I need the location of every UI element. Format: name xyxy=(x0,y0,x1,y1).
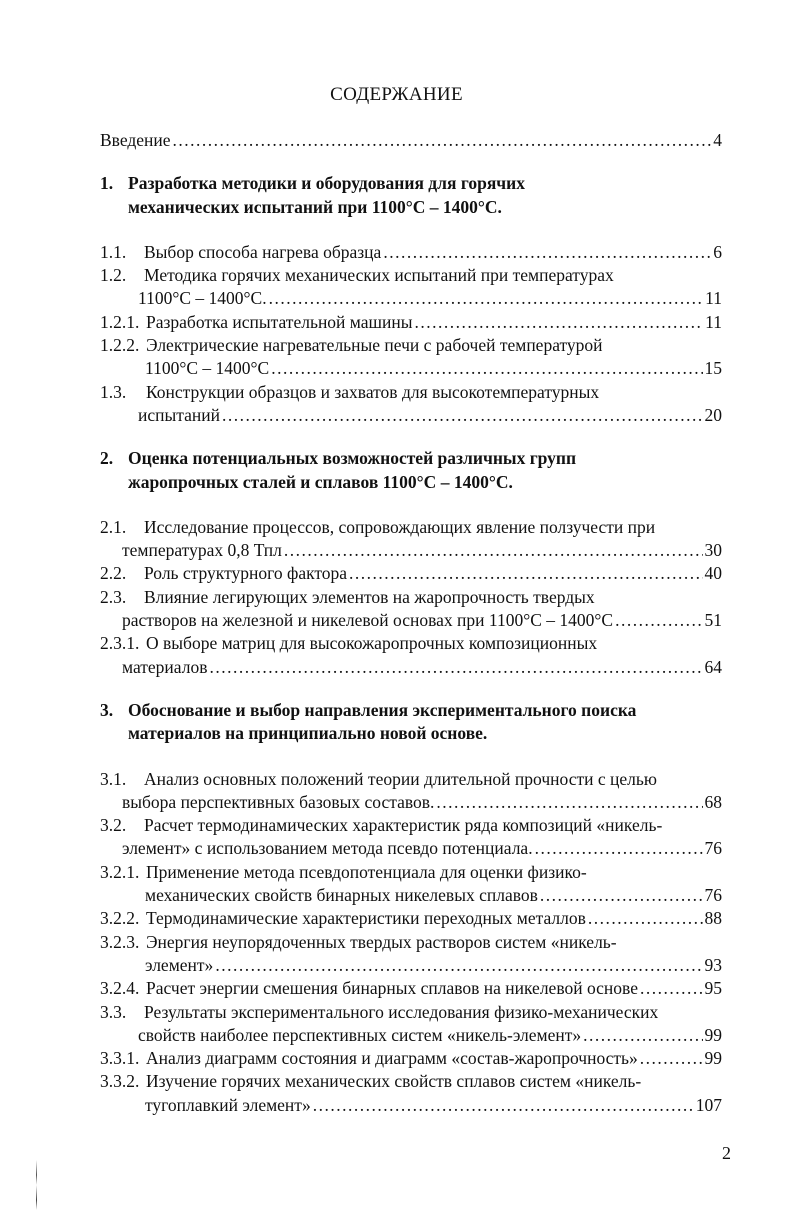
entry-page[interactable]: 99 xyxy=(704,1024,722,1045)
entry-number: 3.2.4. xyxy=(100,978,140,999)
heading-text: жаропрочных сталей и сплавов 1100°С – 1400°С. xyxy=(128,471,513,492)
toc-entry[interactable] xyxy=(100,129,722,152)
toc-entry[interactable] xyxy=(100,516,722,563)
entry-title: Влияние легирующих элементов на жаропрочность твердых xyxy=(144,586,595,607)
section-heading[interactable] xyxy=(100,699,722,746)
entry-page[interactable]: 88 xyxy=(704,908,722,929)
heading-line xyxy=(100,196,722,219)
entry-number: 3.2.2. xyxy=(100,908,140,929)
heading-line xyxy=(100,172,722,195)
entry-page[interactable]: 93 xyxy=(704,954,722,975)
entry-line xyxy=(100,241,722,264)
toc-entry[interactable] xyxy=(100,562,722,585)
entry-page[interactable]: 4 xyxy=(713,130,722,150)
entry-line xyxy=(100,1047,722,1070)
entry-line xyxy=(100,837,722,860)
entry-line xyxy=(100,768,722,791)
entry-title: испытаний xyxy=(138,404,220,425)
entry-line xyxy=(100,977,722,1000)
dot-leader xyxy=(436,791,702,814)
section-heading[interactable] xyxy=(100,447,722,494)
dot-leader xyxy=(640,977,703,1000)
dot-leader xyxy=(540,884,703,907)
dot-leader xyxy=(349,562,702,585)
entry-line xyxy=(100,334,722,357)
entry-line xyxy=(100,311,722,334)
section-heading[interactable] xyxy=(100,172,722,219)
page-title: СОДЕРЖАНИЕ xyxy=(330,84,463,105)
entry-title: Изучение горячих механических свойств сплавов систем «никель- xyxy=(146,1071,642,1092)
entry-line xyxy=(100,1024,722,1047)
heading-text: механических испытаний при 1100°С – 1400°С. xyxy=(128,196,502,217)
entry-number: 2.2. xyxy=(100,563,127,584)
entry-title: Конструкции образцов и захватов для высокотемпературных xyxy=(146,381,600,402)
heading-line xyxy=(100,699,722,722)
entry-page[interactable]: 20 xyxy=(704,404,722,425)
toc-entry[interactable] xyxy=(100,931,722,978)
entry-line xyxy=(100,381,722,404)
toc-entry[interactable] xyxy=(100,381,722,428)
entry-page[interactable]: 99 xyxy=(704,1048,722,1069)
entry-title: 1100°С – 1400°С xyxy=(145,358,270,379)
heading-text: Оценка потенциальных возможностей различных групп xyxy=(128,448,577,469)
entry-title: Результаты экспериментального исследования физико-механических xyxy=(144,1001,659,1022)
entry-title: Расчет энергии смешения бинарных сплавов на никелевой основе xyxy=(146,978,638,999)
entry-number: 3.2.3. xyxy=(100,931,140,952)
entry-title: температурах 0,8 Тпл xyxy=(122,540,282,561)
entry-line xyxy=(100,264,722,287)
dot-leader xyxy=(383,241,711,264)
heading-text: Обоснование и выбор направления экспериментального поиска xyxy=(128,699,637,720)
entry-number: 2.3.1. xyxy=(100,633,140,654)
toc-entry[interactable] xyxy=(100,586,722,633)
page-number: 2 xyxy=(722,1143,731,1163)
dot-leader xyxy=(269,287,704,310)
dot-leader xyxy=(284,539,703,562)
entry-number: 2.3. xyxy=(100,586,127,607)
toc-entry[interactable] xyxy=(100,334,722,381)
entry-page[interactable]: 95 xyxy=(704,978,722,999)
entry-title: Применение метода псевдопотенциала для оценки физико- xyxy=(146,861,587,882)
toc-entry[interactable] xyxy=(100,907,722,930)
dot-leader xyxy=(222,404,703,427)
entry-line xyxy=(100,586,722,609)
entry-number: 1.2.1. xyxy=(100,311,140,332)
entry-number: 1.2.2. xyxy=(100,335,140,356)
entry-line xyxy=(100,1070,722,1093)
entry-number: 3.3. xyxy=(100,1001,127,1022)
entry-line xyxy=(100,1094,722,1117)
entry-number: 3.3.1. xyxy=(100,1048,140,1069)
section-number: 1. xyxy=(100,173,114,194)
heading-text: материалов на принципиально новой основе. xyxy=(128,723,488,744)
entry-title: Методика горячих механических испытаний при температурах xyxy=(144,265,614,286)
entry-number: 1.2. xyxy=(100,265,127,286)
entry-line xyxy=(100,609,722,632)
dot-leader xyxy=(615,609,702,632)
entry-line xyxy=(100,656,722,679)
entry-line xyxy=(100,129,722,152)
entry-page[interactable]: 11 xyxy=(705,288,722,309)
entry-line xyxy=(100,861,722,884)
dot-leader xyxy=(640,1047,703,1070)
entry-title: О выборе матриц для высокожаропрочных композиционных xyxy=(146,633,598,654)
toc-entry[interactable] xyxy=(100,861,722,908)
entry-page[interactable]: 68 xyxy=(704,791,722,812)
entry-page[interactable]: 107 xyxy=(695,1094,722,1115)
toc-entry[interactable] xyxy=(100,241,722,264)
heading-line xyxy=(100,722,722,745)
entry-title: механических свойств бинарных никелевых сплавов xyxy=(145,885,538,906)
entry-title: Введение xyxy=(100,130,171,150)
entry-number: 3.2. xyxy=(100,815,127,836)
entry-line xyxy=(100,516,722,539)
entry-line xyxy=(100,907,722,930)
entry-title: тугоплавкий элемент» xyxy=(145,1094,311,1115)
toc-entry[interactable] xyxy=(100,977,722,1000)
entry-page[interactable]: 64 xyxy=(704,656,722,677)
entry-title: Исследование процессов, сопровождающих явление ползучести при xyxy=(144,516,656,537)
entry-line xyxy=(100,884,722,907)
entry-title: Электрические нагревательные печи с рабочей температурой xyxy=(146,335,603,356)
entry-page[interactable]: 15 xyxy=(704,358,722,379)
entry-number: 2.1. xyxy=(100,516,127,537)
entry-page[interactable]: 76 xyxy=(704,838,722,859)
entry-title: Термодинамические характеристики переходных металлов xyxy=(146,908,586,929)
dot-leader xyxy=(209,656,702,679)
entry-title: выбора перспективных базовых составов. xyxy=(122,791,435,812)
dot-leader xyxy=(215,954,702,977)
scan-margin-mark xyxy=(36,1160,37,1210)
entry-title: 1100°С – 1400°С. xyxy=(138,288,267,309)
entry-title: элемент» xyxy=(145,954,214,975)
dot-leader xyxy=(173,129,712,152)
entry-line xyxy=(100,357,722,380)
toc-entry[interactable] xyxy=(100,768,722,815)
toc-entry[interactable] xyxy=(100,1070,722,1117)
entry-line xyxy=(100,632,722,655)
heading-line xyxy=(100,471,722,494)
section-number: 3. xyxy=(100,699,114,720)
toc-entry[interactable] xyxy=(100,632,722,679)
entry-line xyxy=(100,931,722,954)
dot-leader xyxy=(271,357,702,380)
entry-page[interactable]: 40 xyxy=(704,563,722,584)
dot-leader xyxy=(535,837,703,860)
entry-title: растворов на железной и никелевой основах при 1100°С – 1400°С xyxy=(122,610,614,631)
dot-leader xyxy=(414,311,703,334)
entry-page[interactable]: 6 xyxy=(713,241,722,262)
entry-line xyxy=(100,404,722,427)
entry-title: Анализ основных положений теории длительной прочности с целью xyxy=(144,768,657,789)
toc-entry[interactable] xyxy=(100,311,722,334)
section-number: 2. xyxy=(100,448,114,469)
entry-number: 1.3. xyxy=(100,381,127,402)
toc-entry[interactable] xyxy=(100,814,722,861)
toc-entry[interactable] xyxy=(100,1047,722,1070)
entry-title: свойств наиболее перспективных систем «никель-элемент» xyxy=(138,1024,582,1045)
entry-number: 3.1. xyxy=(100,768,127,789)
entry-number: 1.1. xyxy=(100,241,127,262)
entry-line xyxy=(100,954,722,977)
entry-line xyxy=(100,814,722,837)
dot-leader xyxy=(583,1024,702,1047)
entry-line xyxy=(100,791,722,814)
toc-entry[interactable] xyxy=(100,1001,722,1048)
entry-title: Роль структурного фактора xyxy=(144,563,348,584)
entry-line xyxy=(100,1001,722,1024)
dot-leader xyxy=(313,1094,694,1117)
entry-line xyxy=(100,562,722,585)
table-of-contents xyxy=(100,129,722,1117)
entry-page[interactable]: 51 xyxy=(704,610,722,631)
dot-leader xyxy=(588,907,703,930)
entry-title: Разработка испытательной машины xyxy=(146,311,413,332)
entry-title: Расчет термодинамических характеристик ряда композиций «никель- xyxy=(144,815,663,836)
entry-line xyxy=(100,539,722,562)
entry-title: Анализ диаграмм состояния и диаграмм «состав-жаропрочность» xyxy=(146,1048,638,1069)
entry-title: Энергия неупорядоченных твердых растворов систем «никель- xyxy=(146,931,617,952)
entry-page[interactable]: 30 xyxy=(704,540,722,561)
entry-number: 3.2.1. xyxy=(100,861,140,882)
heading-text: Разработка методики и оборудования для горячих xyxy=(128,173,525,194)
heading-line xyxy=(100,447,722,470)
entry-title: Выбор способа нагрева образца xyxy=(144,241,382,262)
entry-title: элемент» с использованием метода псевдо потенциала. xyxy=(122,838,533,859)
entry-title: материалов xyxy=(122,656,208,677)
entry-page[interactable]: 11 xyxy=(705,311,722,332)
toc-entry[interactable] xyxy=(100,264,722,311)
entry-page[interactable]: 76 xyxy=(704,885,722,906)
entry-line xyxy=(100,287,722,310)
entry-number: 3.3.2. xyxy=(100,1071,140,1092)
